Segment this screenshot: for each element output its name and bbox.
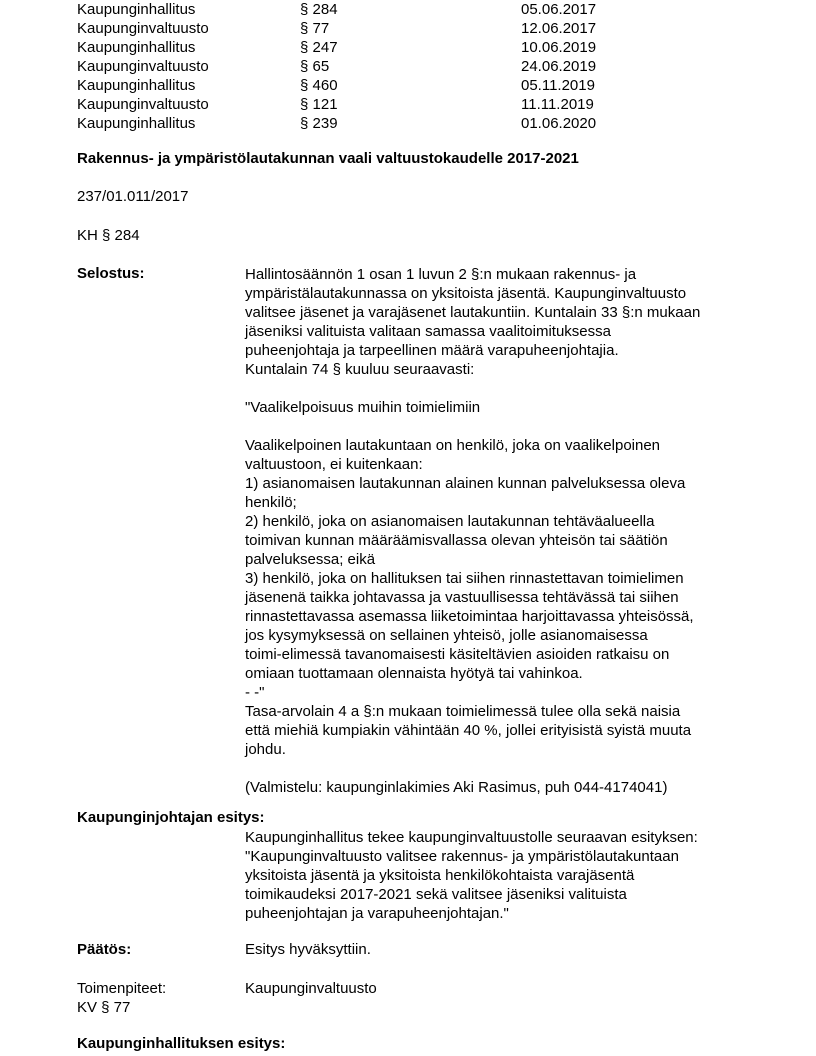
proposal-label: Kaupunginjohtajan esitys: <box>77 809 265 826</box>
history-date: 11.11.2019 <box>521 96 594 113</box>
history-section: § 77 <box>300 20 330 37</box>
proposal-line: Kaupunginhallitus tekee kaupunginvaltuustolle seuraavan esityksen: <box>245 829 698 846</box>
history-date: 05.11.2019 <box>521 77 595 94</box>
selostus-label: Selostus: <box>77 265 145 282</box>
history-section: § 239 <box>300 115 338 132</box>
selostus-line: 1) asianomaisen lautakunnan alainen kunnan palveluksessa oleva <box>245 475 686 492</box>
measures-label: Toimenpiteet: <box>77 980 167 997</box>
selostus-line: jos kysymyksessä on sellainen yhteisö, jolle asianomaisessa <box>245 627 648 644</box>
selostus-line: Tasa-arvolain 4 a §:n mukaan toimielimessä tulee olla sekä naisia <box>245 703 681 720</box>
selostus-line: puheenjohtaja ja tarpeellinen määrä varapuheenjohtajia. <box>245 342 619 359</box>
selostus-line: omiaan tuottamaan olennaista hyötyä tai vahinkoa. <box>245 665 583 682</box>
selostus-line: palveluksessa; eikä <box>245 551 376 568</box>
selostus-line: - -" <box>245 684 265 701</box>
kv-reference: KV § 77 <box>77 999 131 1016</box>
decision-label: Päätös: <box>77 941 132 958</box>
selostus-line <box>245 759 805 778</box>
selostus-line: Kuntalain 74 § kuuluu seuraavasti: <box>245 361 475 378</box>
decision-text: Esitys hyväksyttiin. <box>245 941 371 958</box>
history-body: Kaupunginvaltuusto <box>77 58 209 75</box>
history-body: Kaupunginhallitus <box>77 1 196 18</box>
proposal-line: "Kaupunginvaltuusto valitsee rakennus- ja ympäristölautakuntaan <box>245 848 679 865</box>
selostus-line: Hallintosäännön 1 osan 1 luvun 2 §:n mukaan rakennus- ja <box>245 266 637 283</box>
proposal-line: toimikaudeksi 2017-2021 sekä valitsee jäseniksi valituista <box>245 886 627 903</box>
history-body: Kaupunginhallitus <box>77 39 196 56</box>
history-section: § 65 <box>300 58 330 75</box>
selostus-line <box>245 417 805 436</box>
history-date: 12.06.2017 <box>521 20 597 37</box>
history-section: § 284 <box>300 1 338 18</box>
history-date: 05.06.2017 <box>521 1 597 18</box>
proposal-line: yksitoista jäsentä ja yksitoista henkilökohtaista varajäsentä <box>245 867 635 884</box>
proposal-line: puheenjohtajan ja varapuheenjohtajan." <box>245 905 509 922</box>
history-body: Kaupunginvaltuusto <box>77 96 209 113</box>
selostus-line: Vaalikelpoinen lautakuntaan on henkilö, joka on vaalikelpoinen <box>245 437 661 454</box>
board-proposal-label: Kaupunginhallituksen esitys: <box>77 1035 286 1052</box>
history-body: Kaupunginhallitus <box>77 115 196 132</box>
selostus-line: 2) henkilö, joka on asianomaisen lautakunnan tehtäväalueella <box>245 513 655 530</box>
selostus-line: henkilö; <box>245 494 297 511</box>
kh-reference: KH § 284 <box>77 227 140 244</box>
diary-number: 237/01.011/2017 <box>77 188 189 205</box>
selostus-line: että miehiä kumpiakin vähintään 40 %, jollei erityisistä syistä muuta <box>245 722 692 739</box>
selostus-line: ympäristälautakunnassa on yksitoista jäsentä. Kaupunginvaltuusto <box>245 285 687 302</box>
measures-text: Kaupunginvaltuusto <box>245 980 377 997</box>
history-section: § 247 <box>300 39 338 56</box>
selostus-line: "Vaalikelpoisuus muihin toimielimiin <box>245 399 481 416</box>
history-section: § 460 <box>300 77 338 94</box>
selostus-line <box>245 379 805 398</box>
history-date: 10.06.2019 <box>521 39 597 56</box>
selostus-line: toimi-elimessä tavanomaisesti käsiteltävien asioiden ratkaisu on <box>245 646 670 663</box>
selostus-line: valitsee jäsenet ja varajäsenet lautakuntiin. Kuntalain 33 §:n mukaan <box>245 304 701 321</box>
item-title: Rakennus- ja ympäristölautakunnan vaali valtuustokaudelle 2017-2021 <box>77 150 579 167</box>
history-body: Kaupunginvaltuusto <box>77 20 209 37</box>
selostus-line: valtuustoon, ei kuitenkaan: <box>245 456 423 473</box>
selostus-line: jäsenenä taikka johtavassa ja vastuullisessa tehtävässä tai siihen <box>245 589 679 606</box>
selostus-line: jäseniksi valituista valitaan samassa vaalitoimituksessa <box>245 323 611 340</box>
selostus-body <box>245 265 805 797</box>
history-body: Kaupunginhallitus <box>77 77 196 94</box>
selostus-line: (Valmistelu: kaupunginlakimies Aki Rasimus, puh 044-4174041) <box>245 779 668 796</box>
selostus-line: 3) henkilö, joka on hallituksen tai siihen rinnastettavan toimielimen <box>245 570 684 587</box>
selostus-line: rinnastettavassa asemassa liiketoimintaa harjoittavassa yhteisössä, <box>245 608 694 625</box>
history-date: 24.06.2019 <box>521 58 597 75</box>
selostus-line: johdu. <box>245 741 286 758</box>
history-date: 01.06.2020 <box>521 115 597 132</box>
proposal-body <box>245 828 805 923</box>
history-section: § 121 <box>300 96 338 113</box>
selostus-line: toimivan kunnan määräämisvallassa olevan yhteisön tai säätiön <box>245 532 668 549</box>
